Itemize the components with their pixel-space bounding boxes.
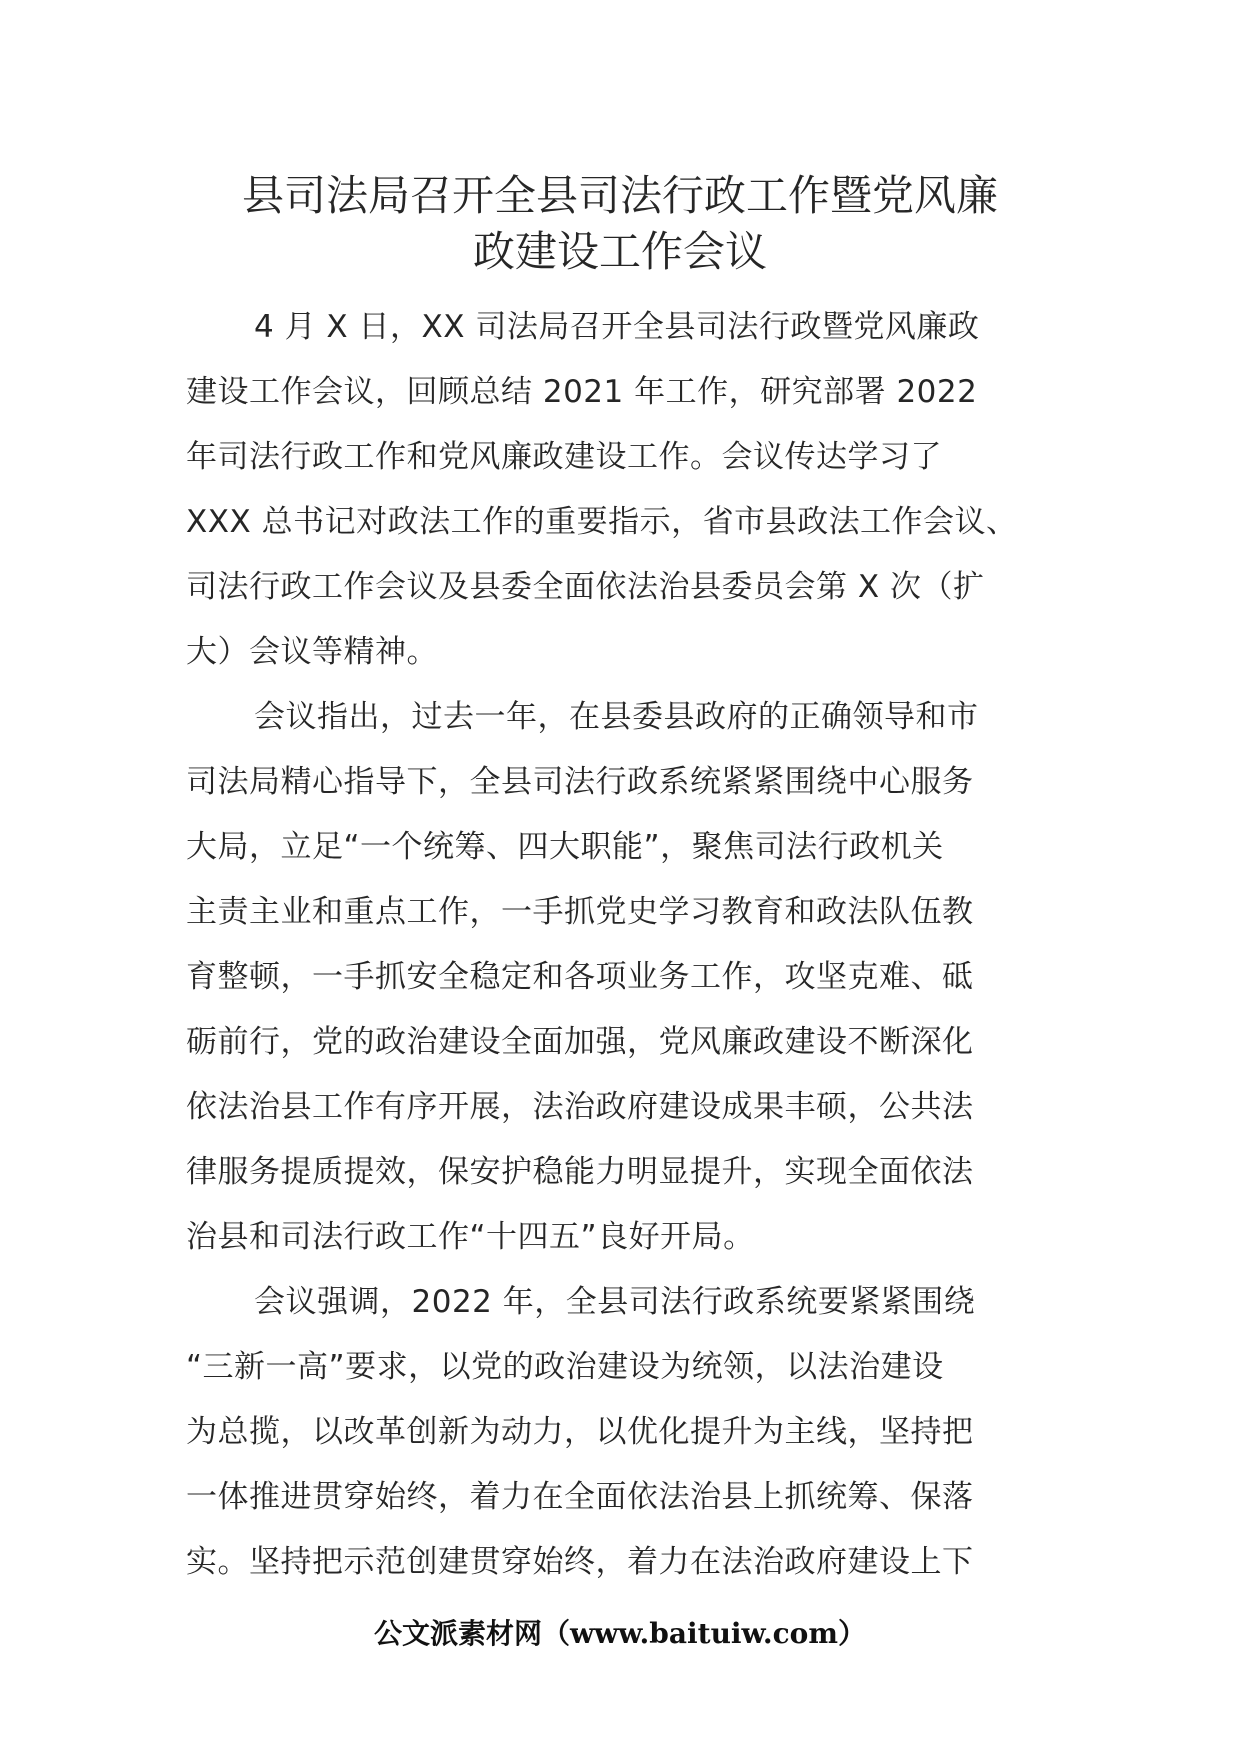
text-line: 砺前行，党的政治建设全面加强，党风廉政建设不断深化 xyxy=(186,1024,974,1060)
text-line: 大）会议等精神。 xyxy=(186,634,438,670)
paragraph-3 xyxy=(186,1270,1054,1595)
text-line: 大局，立足“一个统筹、四大职能”，聚焦司法行政机关 xyxy=(186,829,944,865)
text-line: 会议指出，过去一年，在县委县政府的正确领导和市 xyxy=(254,699,979,735)
text-line: 育整顿，一手抓安全稳定和各项业务工作，攻坚克难、砥 xyxy=(186,959,974,995)
paragraph-2 xyxy=(186,685,1054,1270)
text-line: XXX 总书记对政法工作的重要指示，省市县政法工作会议、 xyxy=(186,504,1018,540)
text-line: 为总揽，以改革创新为动力，以优化提升为主线，坚持把 xyxy=(186,1414,974,1450)
footer-watermark: 公文派素材网（www.baituiw.com） xyxy=(374,1617,866,1650)
text-line: 律服务提质提效，保安护稳能力明显提升，实现全面依法 xyxy=(186,1154,974,1190)
text-line: 司法局精心指导下，全县司法行政系统紧紧围绕中心服务 xyxy=(186,764,974,800)
text-line: 治县和司法行政工作“十四五”良好开局。 xyxy=(186,1219,755,1255)
text-line: 年司法行政工作和党风廉政建设工作。会议传达学习了 xyxy=(186,439,942,475)
text-line: “三新一高”要求，以党的政治建设为统领，以法治建设 xyxy=(186,1349,944,1385)
text-line: 主责主业和重点工作，一手抓党史学习教育和政法队伍教 xyxy=(186,894,974,930)
text-line: 建设工作会议，回顾总结 2021 年工作，研究部署 2022 xyxy=(186,374,978,410)
document-body xyxy=(186,295,1054,1595)
title-line: 政建设工作会议 xyxy=(472,227,767,276)
text-line: 会议强调，2022 年，全县司法行政系统要紧紧围绕 xyxy=(254,1284,976,1320)
page-title xyxy=(150,168,1090,280)
text-line: 一体推进贯穿始终，着力在全面依法治县上抓统筹、保落 xyxy=(186,1479,974,1515)
title-line: 县司法局召开全县司法行政工作暨党风廉 xyxy=(241,171,998,220)
text-line: 实。坚持把示范创建贯穿始终，着力在法治政府建设上下 xyxy=(186,1544,974,1580)
text-line: 依法治县工作有序开展，法治政府建设成果丰硕，公共法 xyxy=(186,1089,974,1125)
text-line: 司法行政工作会议及县委全面依法治县委员会第 X 次（扩 xyxy=(186,569,985,605)
paragraph-1 xyxy=(186,295,1054,685)
text-line: 4 月 X 日，XX 司法局召开全县司法行政暨党风廉政 xyxy=(254,309,980,345)
